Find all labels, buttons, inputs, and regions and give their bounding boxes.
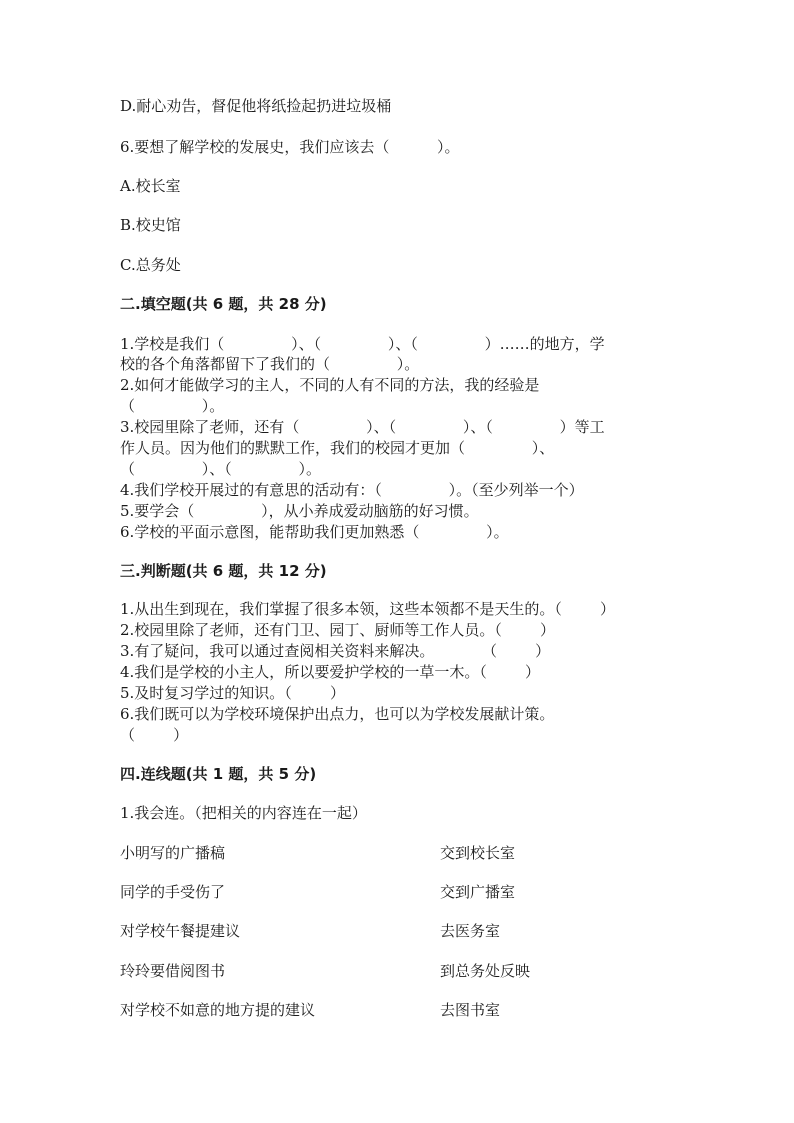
matching-left-item: 对学校不如意的地方提的建议 — [120, 1001, 316, 1019]
true-false-line: 4.我们是学校的小主人，所以要爱护学校的一草一木。（ ） — [120, 663, 540, 681]
matching-left-item: 同学的手受伤了 — [120, 883, 226, 901]
fill-in-line: 校的各个角落都留下了我们的（ ）。 — [120, 355, 420, 373]
fill-in-line: （ ）、（ ）。 — [120, 460, 322, 478]
true-false-line: 3.有了疑问，我可以通过查阅相关资料来解决。 （ ） — [120, 642, 551, 660]
fill-in-heading: 二.填空题(共 6 题，共 28 分) — [120, 295, 327, 313]
fill-in-line: 2.如何才能做学习的主人，不同的人有不同的方法，我的经验是 — [120, 376, 540, 394]
true-false-line: 5.及时复习学过的知识。（ ） — [120, 684, 345, 702]
fill-in-line: （ ）。 — [120, 397, 225, 415]
true-false-heading: 三.判断题(共 6 题，共 12 分) — [120, 562, 327, 580]
matching-right-item: 去医务室 — [440, 922, 501, 940]
fill-in-line: 1.学校是我们（ ）、（ ）、（ ）……的地方，学 — [120, 335, 605, 353]
fill-in-line: 3.校园里除了老师，还有（ ）、（ ）、（ ）等工 — [120, 418, 605, 436]
true-false-line: 6.我们既可以为学校环境保护出点力，也可以为学校发展献计策。 — [120, 705, 555, 723]
matching-right-item: 到总务处反映 — [440, 962, 531, 980]
matching-heading: 四.连线题(共 1 题，共 5 分) — [120, 765, 317, 783]
q6-question: 6.要想了解学校的发展史，我们应该去（ ）。 — [120, 138, 460, 156]
matching-right-item: 去图书室 — [440, 1001, 501, 1019]
true-false-line: 2.校园里除了老师，还有门卫、园丁、厨师等工作人员。（ ） — [120, 621, 555, 639]
matching-left-item: 对学校午餐提建议 — [120, 922, 241, 940]
q6-option-a: A.校长室 — [120, 177, 181, 195]
fill-in-line: 4.我们学校开展过的有意思的活动有：（ ）。（至少列举一个） — [120, 481, 584, 499]
fill-in-line: 6.学校的平面示意图，能帮助我们更加熟悉（ ）。 — [120, 523, 509, 541]
fill-in-line: 作人员。因为他们的默默工作，我们的校园才更加（ ）、 — [120, 439, 555, 457]
q6-option-b: B.校史馆 — [120, 216, 181, 234]
q5-option-d: D.耐心劝告，督促他将纸捡起扔进垃圾桶 — [120, 97, 392, 115]
true-false-line: （ ） — [120, 726, 189, 744]
matching-left-item: 小明写的广播稿 — [120, 844, 226, 862]
true-false-line: 1.从出生到现在，我们掌握了很多本领，这些本领都不是天生的。（ ） — [120, 600, 615, 618]
q6-option-c: C.总务处 — [120, 256, 181, 274]
matching-right-item: 交到广播室 — [440, 883, 516, 901]
matching-right-item: 交到校长室 — [440, 844, 516, 862]
fill-in-line: 5.要学会（ ），从小养成爱动脑筋的好习惯。 — [120, 502, 479, 520]
matching-instruction: 1.我会连。（把相关的内容连在一起） — [120, 804, 367, 822]
matching-left-item: 玲玲要借阅图书 — [120, 962, 226, 980]
